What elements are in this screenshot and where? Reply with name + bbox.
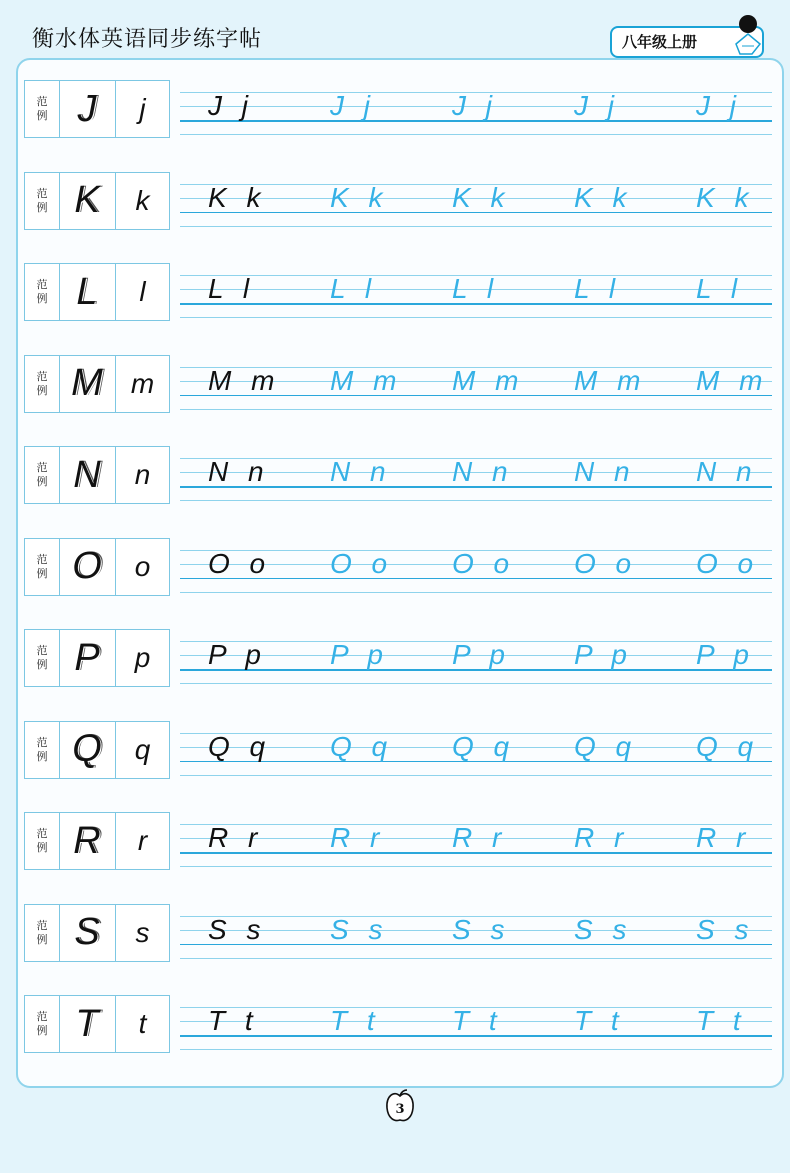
example-box	[24, 629, 170, 687]
example-label-char: 例	[36, 292, 48, 305]
trace-letter-pair[interactable]: L l	[574, 273, 622, 304]
trace-letter-pair[interactable]: N n	[452, 456, 514, 487]
example-box	[24, 904, 170, 962]
trace-letter-pair[interactable]: Q q	[330, 730, 394, 762]
example-lowercase: p	[134, 642, 151, 673]
letter-pairs	[180, 721, 772, 781]
trace-letter-pair[interactable]: M m	[696, 364, 769, 396]
letter-pairs	[180, 538, 772, 598]
model-letter-pair: Q q	[208, 730, 272, 762]
example-lowercase: s	[135, 916, 150, 948]
example-box	[24, 263, 170, 321]
letter-pairs	[180, 446, 772, 506]
trace-letter-pair[interactable]: L l	[696, 273, 744, 304]
model-letter-pair: N n	[208, 456, 270, 487]
example-lowercase: r	[137, 825, 148, 856]
example-uppercase: P	[59, 630, 116, 686]
trace-letter-pair[interactable]: S s	[452, 913, 511, 945]
trace-letter-pair[interactable]: R r	[330, 822, 386, 853]
example-lowercase: k	[135, 184, 150, 216]
example-label-char: 范	[36, 552, 48, 566]
trace-letter-pair[interactable]: R r	[696, 822, 752, 853]
example-box	[24, 80, 170, 138]
example-label-char: 例	[36, 932, 48, 946]
example-label-char: 范	[36, 278, 48, 291]
trace-letter-pair[interactable]: K k	[696, 181, 755, 213]
example-uppercase: M	[59, 356, 116, 412]
example-label	[25, 905, 60, 961]
grade-badge-label: 八年级上册	[622, 33, 698, 51]
letter-row	[24, 263, 772, 323]
example-label-char: 例	[36, 200, 48, 214]
example-lowercase: n	[134, 459, 151, 490]
letter-pairs	[180, 995, 772, 1055]
example-box	[24, 538, 170, 596]
example-label-char: 例	[36, 383, 48, 397]
letter-row	[24, 629, 772, 689]
trace-letter-pair[interactable]: Q q	[452, 730, 516, 762]
example-uppercase: K	[59, 173, 116, 229]
example-label-char: 范	[36, 95, 48, 108]
trace-letter-pair[interactable]: M m	[330, 364, 403, 396]
example-uppercase: Q	[59, 722, 116, 778]
example-label	[25, 630, 60, 686]
letter-row	[24, 172, 772, 232]
letter-row	[24, 995, 772, 1055]
example-box	[24, 446, 170, 504]
example-label	[25, 264, 60, 320]
trace-letter-pair[interactable]: M m	[452, 364, 525, 396]
example-uppercase: O	[59, 539, 116, 595]
model-letter-pair: K k	[208, 181, 267, 213]
example-label-char: 范	[36, 186, 48, 200]
page-number-apple	[384, 1088, 416, 1124]
letter-pairs	[180, 172, 772, 232]
example-label-char: 例	[36, 475, 48, 488]
letter-row	[24, 446, 772, 506]
letter-row	[24, 812, 772, 872]
example-box	[24, 995, 170, 1053]
trace-letter-pair[interactable]: T t	[330, 1005, 381, 1036]
example-uppercase: T	[59, 996, 116, 1052]
trace-letter-pair[interactable]: P p	[330, 639, 389, 670]
trace-letter-pair[interactable]: R r	[574, 822, 630, 853]
example-label-char: 范	[36, 644, 48, 657]
example-label	[25, 722, 60, 778]
model-letter-pair: R r	[208, 822, 264, 853]
example-label-char: 例	[36, 658, 48, 671]
trace-letter-pair[interactable]: O o	[574, 547, 638, 579]
example-box	[24, 172, 170, 230]
letter-pairs	[180, 629, 772, 689]
example-label-char: 例	[36, 841, 48, 854]
student-writing-icon	[730, 14, 766, 58]
trace-letter-pair[interactable]: J j	[574, 90, 620, 121]
example-box	[24, 812, 170, 870]
page-number: 3	[395, 1102, 405, 1117]
example-uppercase: S	[59, 905, 116, 961]
example-lowercase: o	[134, 550, 151, 582]
model-letter-pair: J j	[208, 90, 254, 121]
letter-pairs	[180, 355, 772, 415]
trace-letter-pair[interactable]: L l	[330, 273, 378, 304]
example-label-char: 例	[36, 749, 48, 763]
example-box	[24, 721, 170, 779]
trace-letter-pair[interactable]: K k	[330, 181, 389, 213]
trace-letter-pair[interactable]: J j	[696, 90, 742, 121]
letter-row	[24, 721, 772, 781]
example-label-char: 范	[36, 369, 48, 383]
trace-letter-pair[interactable]: R r	[452, 822, 508, 853]
trace-letter-pair[interactable]: N n	[574, 456, 636, 487]
example-label	[25, 356, 60, 412]
letter-row	[24, 355, 772, 415]
example-uppercase: R	[59, 813, 116, 869]
example-uppercase: J	[59, 81, 116, 137]
example-lowercase: t	[138, 1008, 147, 1039]
letter-row	[24, 538, 772, 598]
trace-letter-pair[interactable]: O o	[330, 547, 394, 579]
example-label-char: 范	[36, 1010, 48, 1023]
example-label	[25, 81, 60, 137]
letter-pairs	[180, 904, 772, 964]
trace-letter-pair[interactable]: T t	[696, 1005, 747, 1036]
letter-pairs	[180, 263, 772, 323]
trace-letter-pair[interactable]: S s	[574, 913, 633, 945]
example-label-char: 范	[36, 735, 48, 749]
trace-letter-pair[interactable]: S s	[330, 913, 389, 945]
trace-letter-pair[interactable]: J j	[452, 90, 498, 121]
example-label-char: 例	[36, 1024, 48, 1037]
example-label	[25, 996, 60, 1052]
example-label-char: 范	[36, 918, 48, 932]
model-letter-pair: T t	[208, 1005, 259, 1036]
trace-letter-pair[interactable]: P p	[452, 639, 511, 670]
trace-letter-pair[interactable]: Q q	[574, 730, 638, 762]
example-label-char: 范	[36, 827, 48, 840]
trace-letter-pair[interactable]: M m	[574, 364, 647, 396]
letter-row	[24, 80, 772, 140]
trace-letter-pair[interactable]: S s	[696, 913, 755, 945]
example-label-char: 例	[36, 566, 48, 580]
example-lowercase: q	[134, 733, 151, 765]
trace-letter-pair[interactable]: P p	[574, 639, 633, 670]
trace-letter-pair[interactable]: K k	[574, 181, 633, 213]
trace-letter-pair[interactable]: N n	[330, 456, 392, 487]
example-label	[25, 447, 60, 503]
example-label	[25, 539, 60, 595]
example-uppercase: N	[59, 447, 116, 503]
example-uppercase: L	[59, 264, 116, 320]
trace-letter-pair[interactable]: O o	[452, 547, 516, 579]
trace-letter-pair[interactable]: N n	[696, 456, 758, 487]
model-letter-pair: P p	[208, 639, 267, 670]
trace-letter-pair[interactable]: P p	[696, 639, 755, 670]
example-lowercase: m	[130, 367, 155, 399]
example-lowercase: l	[139, 276, 146, 307]
trace-letter-pair[interactable]: O o	[696, 547, 760, 579]
example-label-char: 例	[36, 109, 48, 122]
example-lowercase: j	[139, 93, 146, 124]
trace-letter-pair[interactable]: L l	[452, 273, 500, 304]
example-label-char: 范	[36, 461, 48, 474]
trace-letter-pair[interactable]: J j	[330, 90, 376, 121]
letter-pairs	[180, 80, 772, 140]
trace-letter-pair[interactable]: Q q	[696, 730, 760, 762]
example-label	[25, 173, 60, 229]
page-title: 衡水体英语同步练字帖	[32, 27, 263, 52]
model-letter-pair: M m	[208, 364, 281, 396]
example-label	[25, 813, 60, 869]
trace-letter-pair[interactable]: T t	[452, 1005, 503, 1036]
model-letter-pair: S s	[208, 913, 267, 945]
example-box	[24, 355, 170, 413]
letter-row	[24, 904, 772, 964]
grade-badge	[610, 26, 764, 58]
model-letter-pair: L l	[208, 273, 256, 304]
model-letter-pair: O o	[208, 547, 272, 579]
letter-pairs	[180, 812, 772, 872]
trace-letter-pair[interactable]: K k	[452, 181, 511, 213]
trace-letter-pair[interactable]: T t	[574, 1005, 625, 1036]
